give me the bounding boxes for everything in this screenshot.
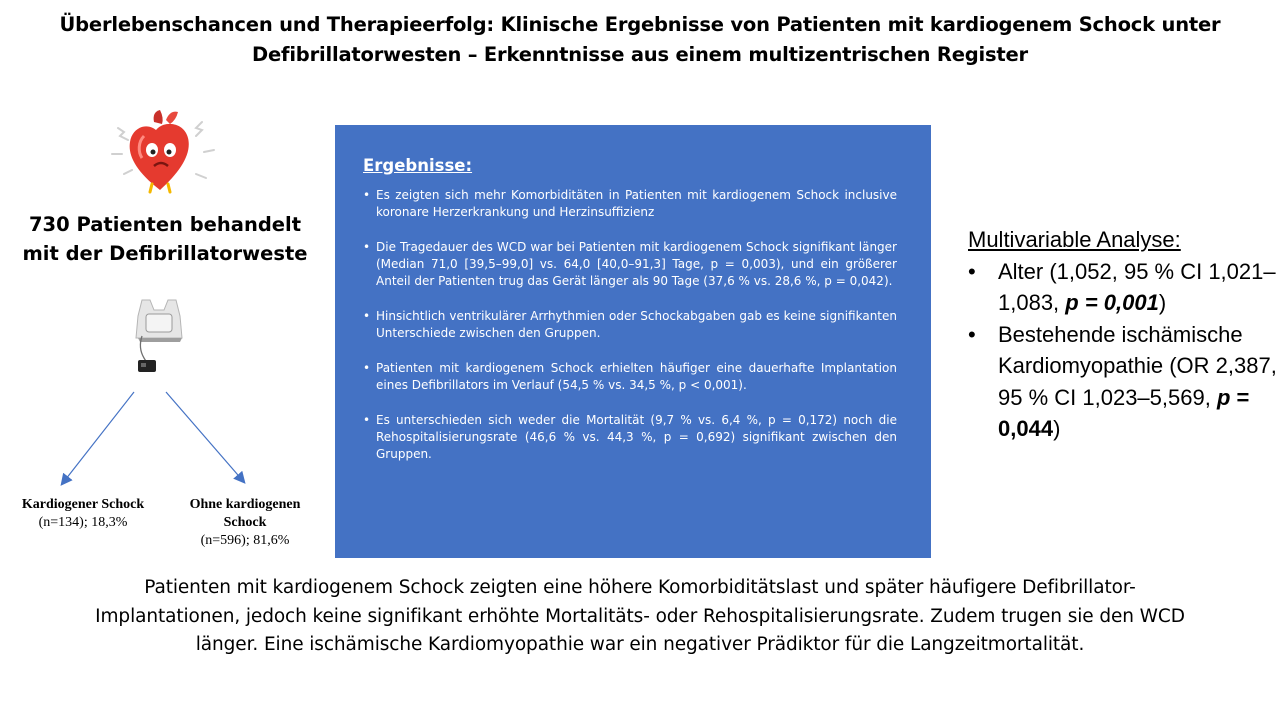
arrow-to-shock-group [62, 392, 134, 484]
result-item: • Patienten mit kardiogenem Schock erhielten häufiger eine dauerhafte Implantation eines Defibrillators im Verlauf (54,5 % vs. 34,5 %, p < 0,001). [363, 360, 897, 394]
cohort-label [20, 210, 310, 268]
title-line-1: Überlebenschancen und Therapieerfolg: Klinische Ergebnisse von Patienten mit kardiogenem Schock unter [59, 13, 1221, 36]
group-arrows [50, 384, 260, 494]
poster-title [40, 10, 1240, 70]
results-heading: Ergebnisse: [363, 156, 473, 175]
arrow-to-no-shock-group [166, 392, 244, 482]
title-line-2: Defibrillatorwesten – Erkenntnisse aus einem multizentrischen Register [252, 43, 1028, 66]
result-item: • Es zeigten sich mehr Komorbiditäten in Patienten mit kardiogenem Schock inclusive koronare Herzerkrankung und Herzinsuffizienz [363, 187, 897, 221]
cohort-line-2: mit der Defibrillatorweste [22, 242, 308, 265]
age-tail: ) [1158, 290, 1167, 315]
conclusion-line-3: länger. Eine ischämische Kardiomyopathie war ein negativer Prädiktor für die Langzeitmortalität. [195, 634, 1085, 655]
multivariable-analysis [968, 224, 1278, 445]
group-no-shock-name-2: Schock [223, 515, 267, 530]
group-shock [8, 496, 158, 532]
defibrillator-vest-icon [128, 296, 190, 380]
age-text: Alter (1,052, 95 % CI 1,021–1,083, [998, 258, 1276, 315]
group-shock-stats: (n=134); 18,3% [38, 515, 128, 530]
cardiomyopathy-tail: ) [1053, 416, 1061, 441]
multivariable-item-cardiomyopathy [968, 319, 1278, 445]
group-shock-name: Kardiogener Schock [21, 497, 145, 512]
conclusion-line-1: Patienten mit kardiogenem Schock zeigten eine höhere Komorbiditätslast und später häufigere Defibrillator- [144, 577, 1136, 598]
group-no-shock-stats: (n=596); 81,6% [200, 533, 290, 548]
results-list [363, 187, 897, 463]
age-p-value: p = 0,001 [1065, 290, 1159, 315]
group-no-shock [170, 496, 320, 550]
cohort-line-1: 730 Patienten behandelt [28, 213, 302, 236]
result-item: • Die Tragedauer des WCD war bei Patienten mit kardiogenem Schock signifikant länger (Median 71,0 [39,5–99,0] vs. 64,0 [40,0–91,3] Tage, p = 0,003), und ein größerer Anteil der Patienten trug das Gerät länger als 90 Tage (37,6 % vs. 28,6 %, p = 0,042). [363, 239, 897, 290]
cardiomyopathy-p-label: p [1216, 384, 1231, 410]
result-item: • Es unterschieden sich weder die Mortalität (9,7 % vs. 6,4 %, p = 0,172) noch die Rehospitalisierungsrate (46,6 % vs. 44,3 %, p = 0,692) signifikant zwischen den Gruppen. [363, 412, 897, 463]
conclusion-line-2: Implantationen, jedoch keine signifikant erhöhte Mortalitäts- oder Rehospitalisierungsrate. Zudem trugen sie den WCD [95, 605, 1185, 627]
conclusion [20, 574, 1260, 660]
result-item: • Hinsichtlich ventrikulärer Arrhythmien oder Schockabgaben gab es keine signifikanten Unterschiede zwischen den Gruppen. [363, 308, 897, 342]
heart-illustration-icon [104, 108, 220, 196]
group-no-shock-name-1: Ohne kardiogenen [189, 497, 301, 512]
cardiomyopathy-p-value: = 0,044 [998, 384, 1250, 441]
cardiomyopathy-text: Bestehende ischämische Kardiomyopathie (OR 2,387, 95 % CI 1,023–5,569, [998, 321, 1277, 410]
multivariable-heading: Multivariable Analyse: [968, 227, 1181, 252]
multivariable-item-age [968, 256, 1278, 319]
results-box [335, 125, 931, 558]
multivariable-list [968, 256, 1278, 445]
